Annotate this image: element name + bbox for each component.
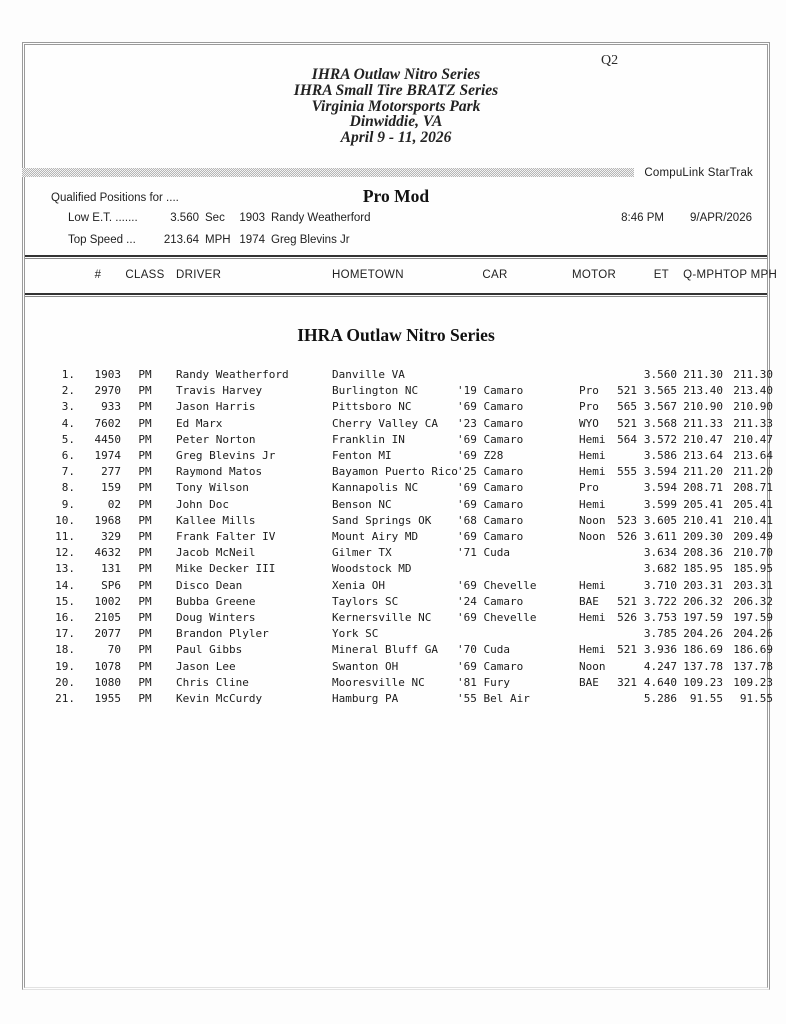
- cell-class: PM: [138, 465, 152, 479]
- cell-motor: [551, 367, 607, 383]
- event-dates: April 9 - 11, 2026: [340, 129, 452, 147]
- cell-et: 3.565: [643, 384, 677, 398]
- session-label: Q2: [601, 53, 619, 68]
- cell-position: 3.: [61, 400, 75, 414]
- result-row: [25, 578, 773, 594]
- cell-topmph: 209.49: [733, 530, 773, 544]
- cell-topmph: 208.71: [733, 481, 773, 495]
- cell-position: 9.: [61, 497, 75, 511]
- result-row: [25, 594, 773, 610]
- cell-topmph: 205.41: [733, 497, 773, 511]
- cell-motor-size: [607, 480, 637, 496]
- col-header-class: CLASS: [125, 268, 165, 281]
- top-speed-value: 213.64: [163, 233, 199, 246]
- session-datetime: [621, 212, 752, 224]
- cell-topmph: 210.70: [733, 546, 773, 560]
- cell-motor-size: 521: [617, 594, 637, 608]
- cell-position: 1.: [61, 367, 75, 381]
- cell-motor-size: [607, 545, 637, 561]
- cell-position: 20.: [55, 675, 75, 689]
- cell-car: '25 Camaro: [457, 465, 524, 479]
- cell-motor: WYO: [579, 416, 599, 430]
- cell-driver: Jacob McNeil: [176, 546, 256, 560]
- cell-motor-size: 521: [617, 384, 637, 398]
- cell-position: 10.: [55, 513, 75, 527]
- cell-car-number: SP6: [101, 578, 121, 592]
- cell-motor: [551, 691, 607, 707]
- cell-car: '69 Camaro: [457, 400, 524, 414]
- cell-motor-size: [607, 626, 637, 642]
- cell-car-number: 1078: [94, 659, 121, 673]
- cell-motor: Noon: [579, 659, 606, 673]
- cell-qmph: 208.71: [683, 481, 723, 495]
- cell-class: PM: [138, 594, 152, 608]
- cell-position: 4.: [61, 416, 75, 430]
- cell-class: PM: [138, 481, 152, 495]
- cell-driver: Mike Decker III: [176, 562, 276, 576]
- cell-car-number: 70: [107, 643, 121, 657]
- col-header-number: #: [94, 268, 102, 281]
- cell-motor: BAE: [579, 675, 599, 689]
- result-row: [25, 610, 773, 626]
- cell-car-number: 4450: [94, 432, 121, 446]
- cell-topmph: 203.31: [733, 578, 773, 592]
- col-header-topmph: TOP MPH: [723, 268, 778, 281]
- cell-class: PM: [138, 400, 152, 414]
- col-header-motor: MOTOR: [571, 268, 617, 281]
- cell-qmph: 213.64: [683, 449, 723, 462]
- cell-class: PM: [138, 611, 152, 625]
- series-title-2: IHRA Small Tire BRATZ Series: [293, 81, 499, 99]
- cell-driver: Raymond Matos: [176, 465, 263, 479]
- report-page: [22, 42, 778, 990]
- cell-qmph: 109.23: [683, 675, 723, 689]
- cell-et: 3.605: [643, 513, 677, 527]
- result-row: [25, 399, 773, 415]
- cell-et: 3.611: [643, 530, 677, 544]
- cell-position: 18.: [55, 643, 75, 657]
- cell-position: 7.: [61, 465, 75, 479]
- cell-et: 3.785: [643, 627, 677, 641]
- cell-et: 3.567: [643, 400, 677, 414]
- cell-hometown: Danville VA: [332, 367, 405, 381]
- cell-position: 5.: [61, 432, 75, 446]
- col-header-qmph: Q-MPH: [683, 268, 723, 281]
- cell-motor: [551, 626, 607, 642]
- qualifying-header: [25, 186, 767, 208]
- cell-car: '69 Z28: [457, 449, 504, 462]
- result-row: [25, 416, 773, 432]
- cell-driver: Travis Harvey: [176, 384, 263, 398]
- cell-car: '23 Camaro: [457, 416, 524, 430]
- cell-qmph: 210.90: [683, 400, 723, 414]
- cell-position: 12.: [55, 546, 75, 560]
- cell-topmph: 109.23: [733, 675, 773, 689]
- cell-car-number: 1002: [94, 594, 121, 608]
- cell-qmph: 210.47: [683, 432, 723, 446]
- qualified-positions-label: Qualified Positions for ....: [51, 191, 179, 204]
- cell-hometown: Bayamon Puerto Rico: [332, 465, 458, 479]
- cell-car-number: 131: [101, 562, 121, 576]
- cell-motor: Hemi: [579, 578, 606, 592]
- cell-car: '70 Cuda: [457, 643, 510, 657]
- cell-topmph: 213.64: [733, 449, 773, 462]
- cell-motor-size: 521: [617, 416, 637, 430]
- cell-motor-size: 526: [617, 530, 637, 544]
- cell-topmph: 213.40: [733, 384, 773, 398]
- cell-motor: Pro: [579, 400, 599, 414]
- cell-car-number: 159: [101, 481, 121, 495]
- cell-car: '71 Cuda: [457, 546, 510, 560]
- cell-driver: John Doc: [176, 497, 229, 511]
- cell-position: 2.: [61, 384, 75, 398]
- track-location: Dinwiddie, VA: [349, 113, 443, 131]
- cell-class: PM: [138, 546, 152, 560]
- cell-class: PM: [138, 530, 152, 544]
- cell-topmph: 91.55: [739, 692, 773, 706]
- top-speed-line: [25, 230, 767, 252]
- cell-class: PM: [138, 367, 152, 381]
- cell-hometown: Pittsboro NC: [332, 400, 412, 414]
- cell-motor-size: 321: [617, 675, 637, 689]
- result-row: [25, 545, 773, 561]
- cell-et: 3.568: [643, 416, 677, 430]
- result-row: [25, 529, 773, 545]
- cell-et: 4.640: [643, 675, 677, 689]
- cell-motor-size: 555: [617, 465, 637, 479]
- cell-qmph: 205.41: [683, 497, 723, 511]
- cell-qmph: 137.78: [683, 659, 723, 673]
- cell-et: 3.753: [643, 611, 677, 625]
- result-row: [25, 659, 773, 675]
- cell-driver: Paul Gibbs: [176, 643, 243, 657]
- cell-driver: Chris Cline: [176, 675, 249, 689]
- results-table: [25, 367, 773, 707]
- cell-car: [439, 626, 551, 642]
- cell-et: 3.634: [643, 546, 677, 560]
- cell-motor: [551, 561, 607, 577]
- cell-car: '69 Camaro: [457, 481, 524, 495]
- cell-car-number: 277: [101, 465, 121, 479]
- cell-et: 3.722: [643, 594, 677, 608]
- low-et-label: Low E.T. .......: [68, 211, 138, 224]
- cell-qmph: 211.33: [683, 416, 723, 430]
- cell-hometown: Mount Airy MD: [332, 530, 419, 544]
- cell-qmph: 211.30: [683, 367, 723, 381]
- cell-car-number: 2077: [94, 627, 121, 641]
- cell-topmph: 204.26: [733, 627, 773, 641]
- cell-driver: Ed Marx: [176, 416, 223, 430]
- cell-topmph: 197.59: [733, 611, 773, 625]
- cell-motor-size: 564: [617, 432, 637, 446]
- cell-driver: Jason Lee: [176, 659, 236, 673]
- cell-motor-size: [607, 691, 637, 707]
- cell-qmph: 91.55: [689, 692, 723, 706]
- session-time: 8:46 PM: [621, 211, 664, 224]
- class-title: Pro Mod: [362, 185, 430, 206]
- cell-class: PM: [138, 627, 152, 641]
- top-speed-unit: MPH: [205, 233, 231, 246]
- cell-driver: Brandon Plyler: [176, 627, 269, 641]
- cell-class: PM: [138, 416, 152, 430]
- low-et-value: 3.560: [170, 211, 199, 224]
- column-header-row: [25, 260, 778, 290]
- result-row: [25, 675, 773, 691]
- cell-et: 3.682: [643, 562, 677, 576]
- cell-motor-size: 521: [617, 643, 637, 657]
- cell-position: 16.: [55, 611, 75, 625]
- cell-class: PM: [138, 643, 152, 657]
- cell-class: PM: [138, 449, 152, 462]
- cell-et: 3.586: [643, 449, 677, 462]
- cell-car-number: 4632: [94, 546, 121, 560]
- cell-class: PM: [138, 562, 152, 576]
- result-row: [25, 497, 773, 513]
- cell-hometown: Kernersville NC: [332, 611, 432, 625]
- cell-driver: Kallee Mills: [176, 513, 256, 527]
- cell-car: '68 Camaro: [457, 513, 524, 527]
- col-header-hometown: HOMETOWN: [332, 268, 404, 281]
- event-header: [25, 67, 767, 146]
- cell-motor-size: [607, 367, 637, 383]
- cell-hometown: Benson NC: [332, 497, 392, 511]
- cell-qmph: 203.31: [683, 578, 723, 592]
- cell-motor: Pro: [579, 481, 599, 495]
- cell-class: PM: [138, 578, 152, 592]
- cell-car-number: 1903: [94, 367, 121, 381]
- cell-topmph: 137.78: [733, 659, 773, 673]
- top-speed-label: Top Speed ...: [68, 233, 136, 246]
- cell-car-number: 02: [107, 497, 121, 511]
- cell-class: PM: [138, 692, 152, 706]
- cell-position: 21.: [55, 692, 75, 706]
- cell-hometown: Gilmer TX: [332, 546, 392, 560]
- cell-qmph: 208.36: [683, 546, 723, 560]
- cell-motor: Pro: [579, 384, 599, 398]
- cell-position: 6.: [61, 449, 75, 462]
- cell-motor: Hemi: [579, 432, 606, 446]
- cell-hometown: Woodstock MD: [332, 562, 412, 576]
- cell-car-number: 1974: [94, 449, 121, 462]
- cell-qmph: 206.32: [683, 594, 723, 608]
- result-row: [25, 513, 773, 529]
- cell-car: '69 Camaro: [457, 530, 524, 544]
- cell-car: '69 Chevelle: [457, 611, 537, 625]
- cell-hometown: Sand Springs OK: [332, 513, 432, 527]
- result-row: [25, 448, 773, 464]
- cell-qmph: 197.59: [683, 611, 723, 625]
- cell-motor-size: [607, 448, 637, 464]
- cell-et: 3.710: [643, 578, 677, 592]
- cell-hometown: Taylors SC: [332, 594, 399, 608]
- cell-motor-size: [607, 561, 637, 577]
- cell-driver: Jason Harris: [176, 400, 256, 414]
- cell-position: 11.: [55, 530, 75, 544]
- cell-position: 14.: [55, 578, 75, 592]
- cell-topmph: 211.33: [733, 416, 773, 430]
- result-row: [25, 367, 773, 383]
- cell-et: 3.572: [643, 432, 677, 446]
- cell-motor: Hemi: [579, 497, 606, 511]
- cell-class: PM: [138, 513, 152, 527]
- session-date: 9/APR/2026: [689, 211, 752, 224]
- top-speed-car: 1974: [239, 233, 265, 246]
- cell-car-number: 2105: [94, 611, 121, 625]
- cell-qmph: 213.40: [683, 384, 723, 398]
- cell-position: 17.: [55, 627, 75, 641]
- low-et-driver: Randy Weatherford: [271, 211, 371, 224]
- col-header-car: CAR: [482, 268, 508, 281]
- cell-motor: BAE: [579, 594, 599, 608]
- cell-topmph: 206.32: [733, 594, 773, 608]
- cell-motor-size: [607, 497, 637, 513]
- cell-hometown: Swanton OH: [332, 659, 399, 673]
- cell-qmph: 185.95: [683, 562, 723, 576]
- cell-car-number: 2970: [94, 384, 121, 398]
- cell-driver: Kevin McCurdy: [176, 692, 263, 706]
- cell-et: 3.594: [643, 481, 677, 495]
- cell-position: 13.: [55, 562, 75, 576]
- cell-hometown: Fenton MI: [332, 449, 392, 462]
- cell-motor: Hemi: [579, 449, 606, 462]
- cell-hometown: Franklin IN: [332, 432, 405, 446]
- cell-qmph: 211.20: [683, 465, 723, 479]
- rule-below-columns: [25, 293, 767, 298]
- cell-hometown: Mineral Bluff GA: [332, 643, 438, 657]
- cell-class: PM: [138, 659, 152, 673]
- cell-car: '69 Camaro: [457, 432, 524, 446]
- cell-topmph: 211.30: [733, 367, 773, 381]
- result-row: [25, 642, 773, 658]
- cell-driver: Doug Winters: [176, 611, 256, 625]
- cell-position: 8.: [61, 481, 75, 495]
- cell-driver: Randy Weatherford: [176, 367, 289, 381]
- cell-motor: Noon: [579, 530, 606, 544]
- cell-qmph: 210.41: [683, 513, 723, 527]
- cell-topmph: 210.90: [733, 400, 773, 414]
- cell-car: '55 Bel Air: [457, 692, 530, 706]
- cell-car-number: 7602: [94, 416, 121, 430]
- cell-class: PM: [138, 432, 152, 446]
- cell-qmph: 209.30: [683, 530, 723, 544]
- cell-class: PM: [138, 497, 152, 511]
- cell-position: 19.: [55, 659, 75, 673]
- cell-driver: Peter Norton: [176, 432, 256, 446]
- cell-motor: Hemi: [579, 611, 606, 625]
- result-row: [25, 626, 773, 642]
- cell-motor-size: 523: [617, 513, 637, 527]
- separator-band: [25, 167, 767, 179]
- cell-motor: Hemi: [579, 465, 606, 479]
- cell-motor-size: [607, 578, 637, 594]
- cell-motor: Noon: [579, 513, 606, 527]
- cell-hometown: Kannapolis NC: [332, 481, 419, 495]
- cell-motor-size: [607, 659, 637, 675]
- cell-hometown: Xenia OH: [332, 578, 385, 592]
- cell-hometown: Mooresville NC: [332, 675, 425, 689]
- low-et-car: 1903: [239, 211, 265, 224]
- cell-motor: Hemi: [579, 643, 606, 657]
- cell-et: 3.936: [643, 643, 677, 657]
- top-speed-driver: Greg Blevins Jr: [271, 233, 350, 246]
- cell-car-number: 933: [101, 400, 121, 414]
- cell-position: 15.: [55, 594, 75, 608]
- cell-et: 3.594: [643, 465, 677, 479]
- cell-driver: Frank Falter IV: [176, 530, 276, 544]
- result-row: [25, 383, 773, 399]
- cell-driver: Tony Wilson: [176, 481, 249, 495]
- timing-system-brand: CompuLink StarTrak: [644, 166, 753, 179]
- track-name: Virginia Motorsports Park: [311, 97, 481, 115]
- cell-et: 3.560: [643, 367, 677, 381]
- cell-hometown: Hamburg PA: [332, 692, 399, 706]
- cell-hometown: Burlington NC: [332, 384, 419, 398]
- cell-car: '69 Camaro: [457, 497, 524, 511]
- low-et-unit: Sec: [205, 211, 225, 224]
- cell-car: '19 Camaro: [457, 384, 524, 398]
- cell-et: 4.247: [643, 659, 677, 673]
- cell-qmph: 186.69: [683, 643, 723, 657]
- cell-hometown: York SC: [332, 627, 379, 641]
- result-row: [25, 691, 773, 707]
- cell-car: [439, 367, 551, 383]
- cell-qmph: 204.26: [683, 627, 723, 641]
- series-title-1: IHRA Outlaw Nitro Series: [311, 66, 481, 83]
- result-row: [25, 480, 773, 496]
- results-rows: [25, 367, 773, 707]
- cell-et: 5.286: [643, 692, 677, 706]
- cell-car: '24 Camaro: [457, 594, 524, 608]
- cell-car-number: 1968: [94, 513, 121, 527]
- cell-motor-size: 565: [617, 400, 637, 414]
- cell-topmph: 210.47: [733, 432, 773, 446]
- cell-motor: [551, 545, 607, 561]
- col-header-driver: DRIVER: [176, 268, 222, 281]
- cell-car-number: 1080: [94, 675, 121, 689]
- dither-pattern: [22, 168, 634, 177]
- result-row: [25, 464, 773, 480]
- cell-car-number: 329: [101, 530, 121, 544]
- cell-topmph: 185.95: [733, 562, 773, 576]
- cell-et: 3.599: [643, 497, 677, 511]
- result-row: [25, 561, 773, 577]
- low-et-line: [25, 208, 767, 230]
- cell-car-number: 1955: [94, 692, 121, 706]
- cell-class: PM: [138, 384, 152, 398]
- col-header-et: ET: [653, 268, 669, 281]
- cell-driver: Disco Dean: [176, 578, 243, 592]
- cell-car: [439, 561, 551, 577]
- cell-car: '81 Fury: [457, 675, 510, 689]
- cell-hometown: Cherry Valley CA: [332, 416, 438, 430]
- cell-motor-size: 526: [617, 611, 637, 625]
- cell-driver: Greg Blevins Jr: [176, 449, 276, 462]
- cell-topmph: 211.20: [733, 465, 773, 479]
- cell-car: '69 Chevelle: [457, 578, 537, 592]
- cell-class: PM: [138, 675, 152, 689]
- cell-topmph: 186.69: [733, 643, 773, 657]
- cell-driver: Bubba Greene: [176, 594, 256, 608]
- cell-topmph: 210.41: [733, 513, 773, 527]
- series-section-title: IHRA Outlaw Nitro Series: [297, 324, 495, 345]
- cell-car: '69 Camaro: [457, 659, 524, 673]
- result-row: [25, 432, 773, 448]
